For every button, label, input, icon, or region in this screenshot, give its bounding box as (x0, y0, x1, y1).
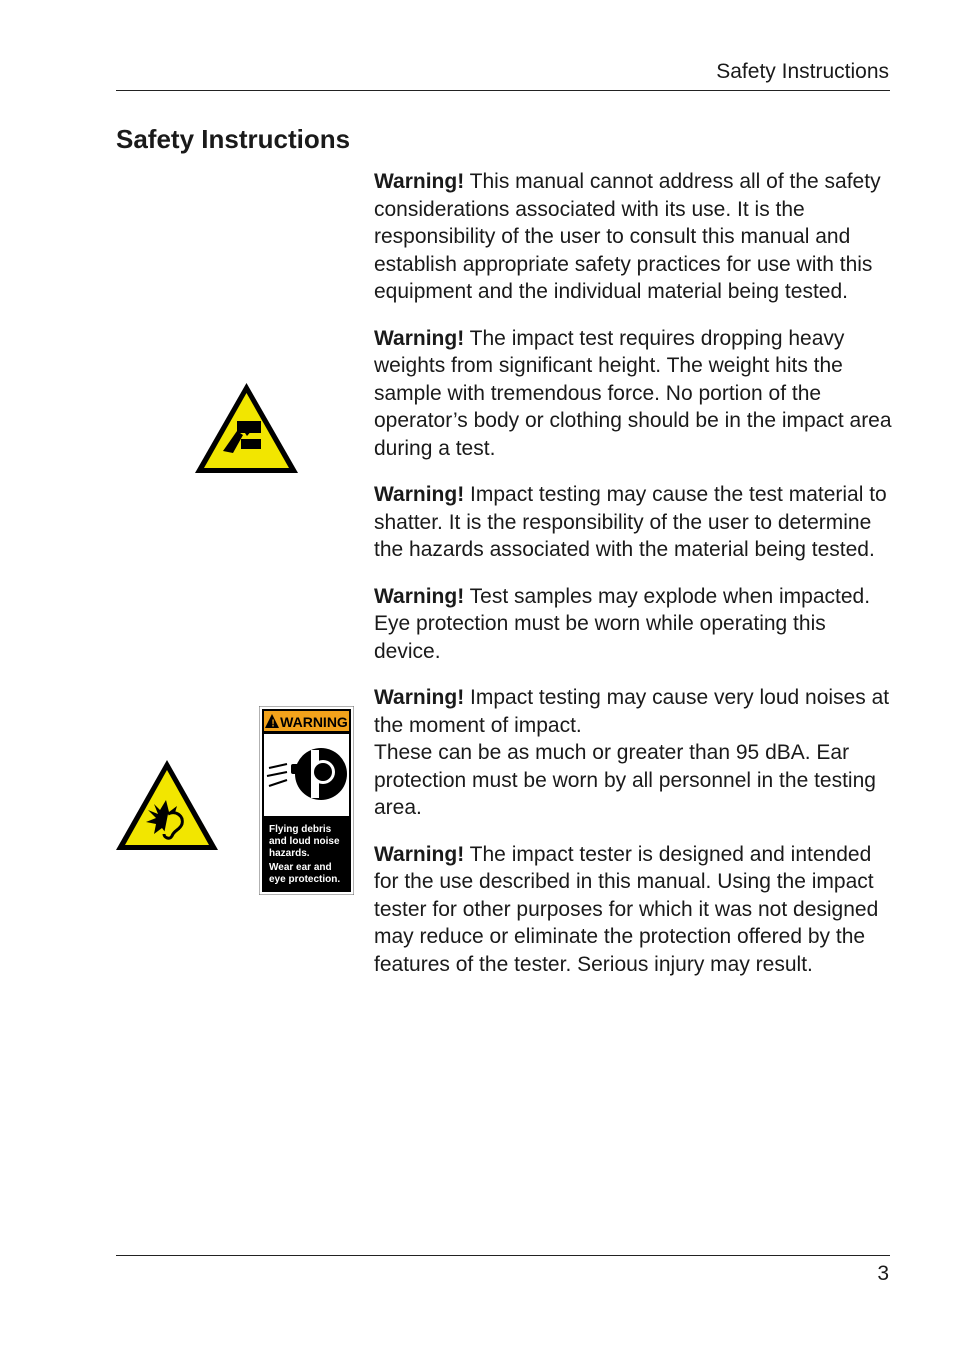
warning-label: Warning! (374, 686, 465, 709)
warning-label: Warning! (374, 170, 465, 193)
warning-text: This manual cannot address all of the safety considerations associated with its use. It is the responsibility of the user to consult this manual and establish appropriate safety practices for use with this equipment and the individual material being tested. (374, 170, 881, 303)
svg-text:Flying debris: Flying debris (269, 824, 332, 835)
warning-text: The impact tester is designed and intended for the use described in this manual. Using the impact tester for other purposes for which it was not designed may reduce or eliminate the protection offered by the features of the tester. Serious injury may result. (374, 842, 879, 976)
ear-eye-protection-warning-icon (259, 706, 354, 895)
running-header: Safety Instructions (716, 60, 889, 83)
warnings-column (374, 168, 894, 997)
warning-paragraph (374, 168, 894, 306)
warning-text: Impact testing may cause very loud noises at the moment of impact. These can be as much or greater than 95 dBA. Ear protection must be worn by all personnel in the testing area. (374, 686, 890, 819)
svg-text:and loud noise: and loud noise (269, 836, 340, 847)
warning-paragraph (374, 841, 894, 979)
warning-text: Impact testing may cause the test material to shatter. It is the responsibility of the user to determine the hazards associated with the material being tested. (374, 483, 887, 561)
header-rule (116, 90, 890, 91)
warning-paragraph (374, 684, 894, 822)
svg-text:hazards.: hazards. (269, 848, 310, 859)
warning-label: Warning! (374, 326, 465, 350)
warning-label: Warning! (374, 584, 465, 608)
page-title: Safety Instructions (116, 124, 351, 154)
warning-text: Test samples may explode when impacted. Eye protection must be worn while operating this device. (374, 584, 871, 663)
svg-text:Wear ear and: Wear ear and (269, 862, 332, 873)
footer-rule (116, 1255, 890, 1256)
warning-label: Warning! (374, 483, 465, 506)
page-number: 3 (877, 1262, 889, 1285)
svg-text:eye protection.: eye protection. (269, 874, 341, 885)
warning-label-heading: WARNING (280, 714, 348, 730)
warning-label: Warning! (374, 842, 465, 866)
warning-paragraph (374, 583, 894, 666)
warning-text: The impact test requires dropping heavy weights from significant height. The weight hits the sample with tremendous force. No portion of the operator’s body or clothing should be in the impact area during a test. (374, 326, 892, 460)
crush-hazard-icon (193, 381, 300, 477)
svg-text:!: ! (271, 718, 275, 730)
noise-hazard-icon (114, 758, 220, 854)
warning-paragraph (374, 481, 894, 564)
warning-paragraph (374, 325, 894, 463)
